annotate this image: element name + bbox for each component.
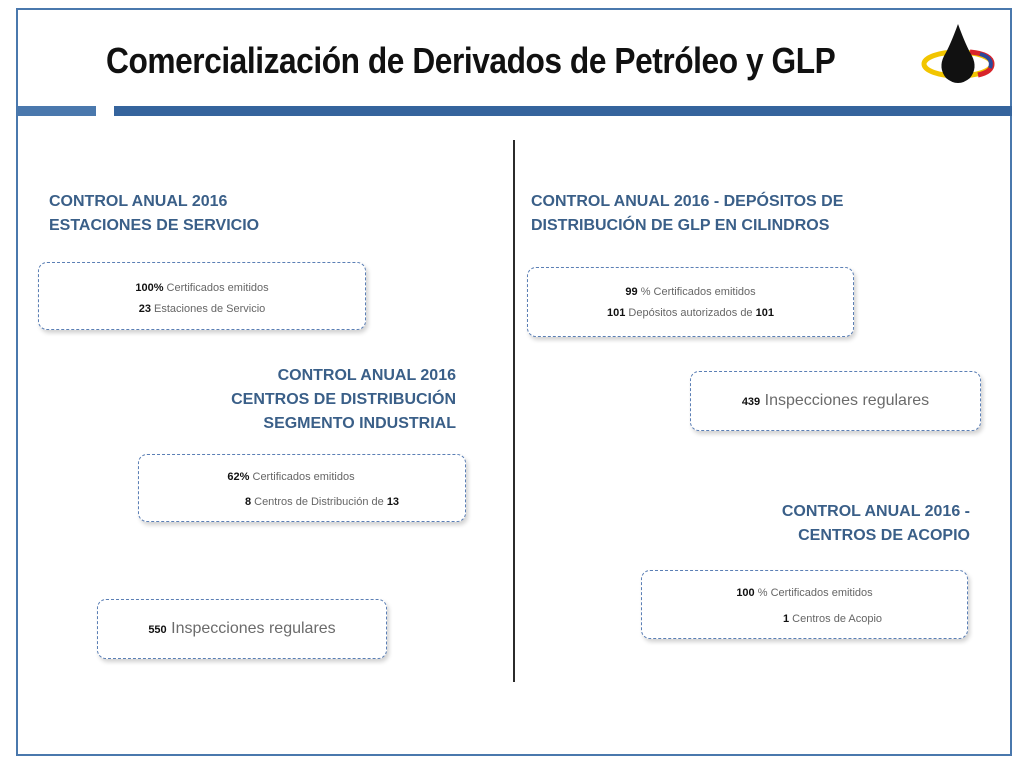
- centros-acopio-heading: CONTROL ANUAL 2016 - CENTROS DE ACOPIO: [781, 503, 970, 544]
- centros-distribucion-stat-certificados: 62% Certificados emitidos: [227, 471, 355, 483]
- title-underline-long: [114, 106, 1012, 116]
- inspecciones-right-stat: 439 Inspecciones regulares: [741, 392, 930, 409]
- inspecciones-right-box: [690, 371, 981, 431]
- column-divider: [513, 140, 515, 682]
- centros-distribucion-stats-box: [138, 454, 466, 522]
- estaciones-stats-box: [38, 262, 366, 330]
- estaciones-heading: CONTROL ANUAL 2016 ESTACIONES DE SERVICIO: [49, 193, 260, 234]
- estaciones-stat-certificados: 100% Certificados emitidos: [135, 282, 269, 294]
- centros-acopio-stat-count: 1 Centros de Acopio: [782, 613, 883, 625]
- oil-drop-logo-icon: [920, 20, 998, 90]
- depositos-glp-stat-count: 101 Depósitos autorizados de 101: [607, 307, 774, 319]
- centros-acopio-stat-certificados: 100 % Certificados emitidos: [736, 587, 873, 599]
- centros-distribucion-stat-count: 8 Centros de Distribución de 13: [244, 496, 400, 508]
- page-title: Comercialización de Derivados de Petróleo y GLP: [106, 40, 836, 81]
- centros-acopio-stats-box: [641, 570, 968, 639]
- inspecciones-left-stat: 550 Inspecciones regulares: [148, 620, 336, 637]
- depositos-glp-stat-certificados: 99 % Certificados emitidos: [625, 286, 756, 298]
- estaciones-stat-count: 23 Estaciones de Servicio: [138, 303, 266, 315]
- inspecciones-left-box: [97, 599, 387, 659]
- centros-distribucion-heading: CONTROL ANUAL 2016 CENTROS DE DISTRIBUCIÓN SEGMENTO INDUSTRIAL: [231, 367, 456, 432]
- depositos-glp-heading: CONTROL ANUAL 2016 - DEPÓSITOS DE DISTRIBUCIÓN DE GLP EN CILINDROS: [531, 193, 844, 234]
- title-underline-short: [18, 106, 96, 116]
- depositos-glp-stats-box: [527, 267, 854, 337]
